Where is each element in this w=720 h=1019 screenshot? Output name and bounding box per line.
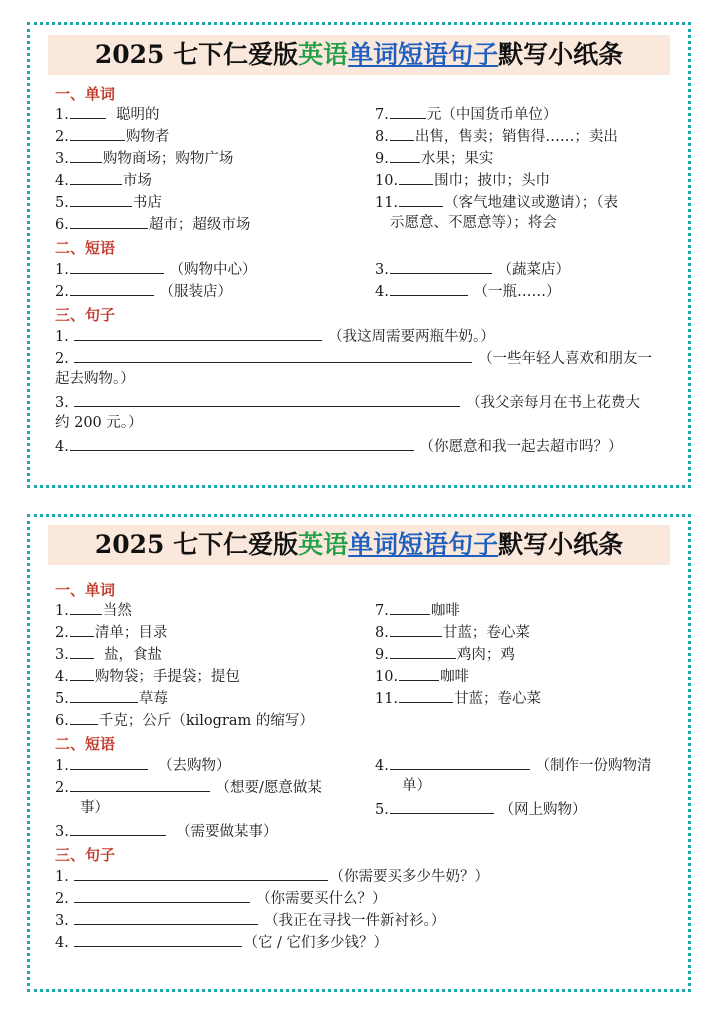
- answer-blank[interactable]: [70, 169, 122, 185]
- word-item: 1. 聪明的: [55, 103, 160, 125]
- answer-blank[interactable]: [70, 213, 148, 229]
- sentence-continuation: 约 200 元。）: [55, 415, 143, 431]
- sentence-item: 4. （它 / 它们多少钱？）: [55, 931, 388, 953]
- answer-blank[interactable]: [70, 643, 94, 659]
- answer-blank[interactable]: [70, 435, 414, 451]
- section-words-heading: 一、单词: [55, 85, 116, 103]
- answer-blank[interactable]: [70, 820, 166, 836]
- answer-blank[interactable]: [74, 391, 460, 407]
- answer-blank[interactable]: [399, 687, 453, 703]
- answer-blank[interactable]: [390, 798, 494, 814]
- word-item: 5. 草莓: [55, 687, 168, 709]
- answer-blank[interactable]: [70, 103, 106, 119]
- answer-blank[interactable]: [70, 191, 132, 207]
- answer-blank[interactable]: [74, 887, 250, 903]
- sentence-item: 1. （我这周需要两瓶牛奶。）: [55, 325, 495, 347]
- answer-blank[interactable]: [390, 147, 420, 163]
- answer-blank[interactable]: [390, 125, 414, 141]
- phrase-item: 5. （网上购物）: [375, 798, 586, 820]
- word-item-continuation: 示愿意、不愿意等）；将会: [390, 215, 557, 231]
- answer-blank[interactable]: [390, 280, 468, 296]
- word-item: 6. 千克；公斤（kilogram 的缩写）: [55, 709, 314, 731]
- title-topic: 单词短语句子: [348, 40, 499, 69]
- sentence-item: 3. （我父亲每月在书上花费大: [55, 391, 640, 413]
- answer-blank[interactable]: [70, 280, 154, 296]
- title-suffix: 默写小纸条: [498, 530, 624, 559]
- worksheet-card-1: [27, 22, 691, 488]
- word-item: 2. 清单；目录: [55, 621, 167, 643]
- answer-blank[interactable]: [70, 147, 102, 163]
- word-item: 11. （客气地建议或邀请）；（表: [375, 191, 618, 213]
- answer-blank[interactable]: [70, 665, 94, 681]
- title-prefix: 2025 七下仁爱版: [94, 530, 299, 559]
- sentence-continuation: 起去购物。）: [55, 371, 135, 387]
- sentence-item: 4. （你愿意和我一起去超市吗？）: [55, 435, 622, 457]
- word-item: 10. 围巾；披巾；头巾: [375, 169, 550, 191]
- answer-blank[interactable]: [399, 169, 433, 185]
- title-suffix: 默写小纸条: [498, 40, 624, 69]
- section-phrases-heading: 二、短语: [55, 735, 116, 753]
- word-item: 9. 鸡肉；鸡: [375, 643, 515, 665]
- title-english: 英语: [298, 40, 349, 69]
- answer-blank[interactable]: [390, 258, 492, 274]
- word-item: 8. 出售，售卖；销售得……；卖出: [375, 125, 618, 147]
- phrase-item: 4. （制作一份购物清: [375, 754, 651, 776]
- answer-blank[interactable]: [74, 909, 258, 925]
- answer-blank[interactable]: [399, 665, 439, 681]
- word-item: 7. 咖啡: [375, 599, 460, 621]
- answer-blank[interactable]: [70, 125, 125, 141]
- word-item: 5. 书店: [55, 191, 162, 213]
- answer-blank[interactable]: [70, 599, 102, 615]
- title-prefix: 2025 七下仁爱版: [94, 40, 299, 69]
- phrase-item: 4. （一瓶……）: [375, 280, 560, 302]
- answer-blank[interactable]: [70, 687, 138, 703]
- worksheet-card-2: [27, 514, 691, 992]
- word-item: 11. 甘蓝；卷心菜: [375, 687, 541, 709]
- answer-blank[interactable]: [70, 709, 98, 725]
- word-item: 2. 购物者: [55, 125, 169, 147]
- sentence-item: 1. （你需要买多少牛奶？）: [55, 865, 489, 887]
- sentence-item: 2. （你需要买什么？）: [55, 887, 387, 909]
- word-item: 4. 购物袋；手提袋；提包: [55, 665, 240, 687]
- phrase-item: 2. （服装店）: [55, 280, 232, 302]
- phrase-item: 2. （想要/愿意做某: [55, 776, 322, 798]
- title-english: 英语: [298, 530, 349, 559]
- answer-blank[interactable]: [390, 754, 530, 770]
- answer-blank[interactable]: [74, 325, 322, 341]
- answer-blank[interactable]: [399, 191, 443, 207]
- answer-blank[interactable]: [70, 776, 210, 792]
- answer-blank[interactable]: [74, 931, 242, 947]
- answer-blank[interactable]: [74, 865, 328, 881]
- sentence-item: 3. （我正在寻找一件新衬衫。）: [55, 909, 445, 931]
- answer-blank[interactable]: [390, 621, 442, 637]
- answer-blank[interactable]: [390, 599, 430, 615]
- answer-blank[interactable]: [70, 258, 164, 274]
- sentence-item: 2. （一些年轻人喜欢和朋友一: [55, 347, 652, 369]
- answer-blank[interactable]: [74, 347, 472, 363]
- phrase-continuation: 单）: [402, 778, 431, 794]
- word-item: 4. 市场: [55, 169, 152, 191]
- word-item: 9. 水果；果实: [375, 147, 493, 169]
- title-topic: 单词短语句子: [348, 530, 499, 559]
- phrase-item: 1. （购物中心）: [55, 258, 256, 280]
- word-item: 3. 购物商场；购物广场: [55, 147, 233, 169]
- answer-blank[interactable]: [390, 103, 426, 119]
- word-item: 7. 元（中国货币单位）: [375, 103, 557, 125]
- phrase-item: 3. （蔬菜店）: [375, 258, 570, 280]
- phrase-item: 1. （去购物）: [55, 754, 231, 776]
- section-phrases-heading: 二、短语: [55, 239, 116, 257]
- word-item: 10. 咖啡: [375, 665, 469, 687]
- phrase-continuation: 事）: [80, 800, 109, 816]
- section-sentences-heading: 三、句子: [55, 846, 116, 864]
- phrase-item: 3. （需要做某事）: [55, 820, 278, 842]
- word-item: 1. 当然: [55, 599, 132, 621]
- answer-blank[interactable]: [70, 754, 148, 770]
- section-words-heading: 一、单词: [55, 581, 116, 599]
- word-item: 6. 超市；超级市场: [55, 213, 250, 235]
- word-item: 8. 甘蓝；卷心菜: [375, 621, 530, 643]
- word-item: 3. 盐，食盐: [55, 643, 162, 665]
- answer-blank[interactable]: [390, 643, 456, 659]
- section-sentences-heading: 三、句子: [55, 306, 116, 324]
- answer-blank[interactable]: [70, 621, 94, 637]
